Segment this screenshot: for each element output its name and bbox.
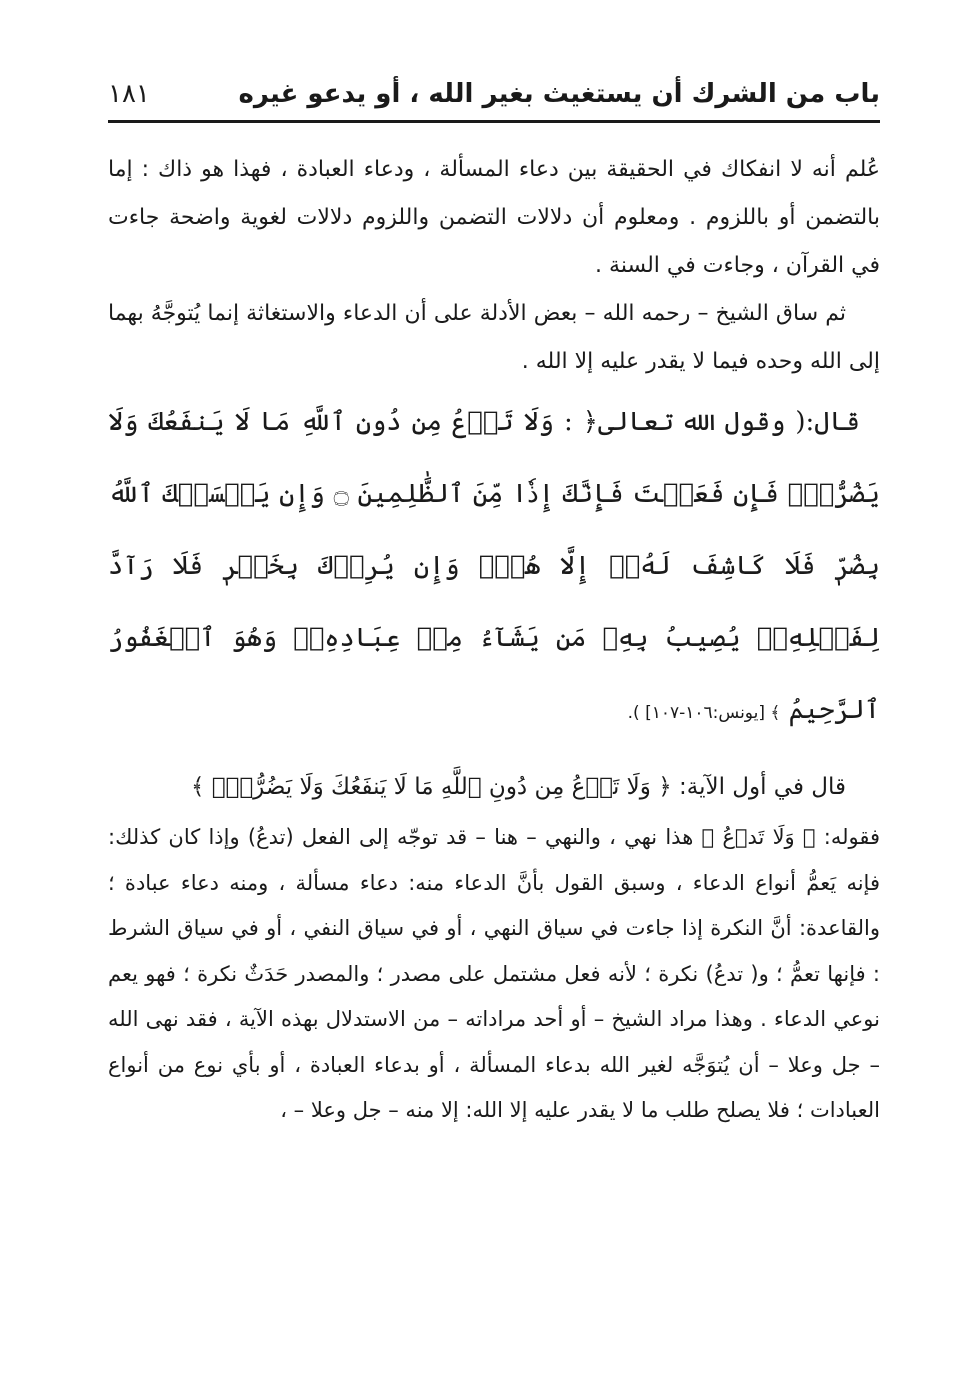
verse-reference: ﴾ [يونس:١٠٦-١٠٧] ). bbox=[627, 703, 781, 723]
paragraph-3-verse: وَلَا تَدۡعُ مِن دُونِ ٱللَّهِ مَا لَا يَنفَعُكَ وَلَا يَضُرُّكَۖ bbox=[211, 774, 651, 800]
paragraph-3-close: ﴾ bbox=[190, 774, 212, 800]
paragraph-2: ثم ساق الشيخ – رحمه الله – بعض الأدلة على أن الدعاء والاستغاثة إنما يُتوجَّهُ بهما إلى الله وحده فيما لا يقدر عليه إلا الله . bbox=[108, 301, 880, 374]
body-text bbox=[108, 146, 880, 1134]
quran-citation bbox=[108, 386, 880, 749]
paragraph-3 bbox=[108, 759, 880, 815]
page-number: ١٨١ bbox=[108, 79, 150, 109]
paragraph-1: عُلم أنه لا انفكاك في الحقيقة بين دعاء المسألة ، ودعاء العبادة ، فهذا هو ذاك : إما بالتضمن أو باللزوم . ومعلوم أن دلالات التضمن واللزوم دلالات لغوية واضحة جاءت في القرآن ، وجاءت في السنة . bbox=[108, 157, 880, 278]
header-divider bbox=[108, 120, 880, 123]
chapter-title: باب من الشرك أن يستغيث بغير الله ، أو يدعو غيره bbox=[238, 79, 880, 109]
paragraph-3-intro: قال في أول الآية: ﴿ bbox=[650, 774, 846, 800]
citation-intro: قال:( وقول الله تعالى﴿ : bbox=[554, 407, 860, 437]
paragraph-4: فقوله: ﴿ وَلَا تَدۡعُ ﴾ هذا نهي ، والنهي – هنا – قد توجّه إلى الفعل (تدعُ) وإذا كان كذلك: فإنه يَعمُّ أنواع الدعاء ، وسبق القول بأنَّ الدعاء منه: دعاء مسألة ، ومنه دعاء عبادة ؛ والقاعدة: أنَّ النكرة إذا جاءت في سياق النهي ، أو في سياق النفي ، أو في سياق الشرط : فإنها تعمُّ ؛ و( تدعُ) نكرة ؛ لأنه فعل مشتمل على مصدر ؛ والمصدر حَدَثٌ نكرة ؛ فهو يعم نوعي الدعاء . وهذا مراد الشيخ – أو أحد مراداته – من الاستدلال بهذه الآية ، فقد نهى الله – جل وعلا – أن يُتوَجَّه لغير الله بدعاء المسألة ، أو بدعاء العبادة ، أو بأي نوع من أنواع العبادات ؛ فلا يصلح طلب ما لا يقدر عليه إلا الله: إلا منه – جل وعلا – ، bbox=[108, 825, 880, 1122]
running-header bbox=[108, 72, 880, 118]
quran-verse: وَلَا تَدۡعُ مِن دُونِ ٱللَّهِ مَا لَا يَنفَعُكَ وَلَا يَضُرُّكَۖ فَإِن فَعَلۡتَ فَإِنَّكَ إِذٗا مِّنَ ٱلظَّٰلِمِينَ ۝ وَإِن يَمۡسَسۡكَ ٱللَّهُ بِضُرّٖ فَلَا كَاشِفَ لَهُۥٓ إِلَّا هُوَۖ وَإِن يُرِدۡكَ بِخَيۡرٖ فَلَا رَآدَّ لِفَضۡلِهِۦۚ يُصِيبُ بِهِۦ مَن يَشَآءُ مِنۡ عِبَادِهِۦۚ وَهُوَ ٱلۡغَفُورُ ٱلرَّحِيمُ bbox=[108, 407, 880, 725]
